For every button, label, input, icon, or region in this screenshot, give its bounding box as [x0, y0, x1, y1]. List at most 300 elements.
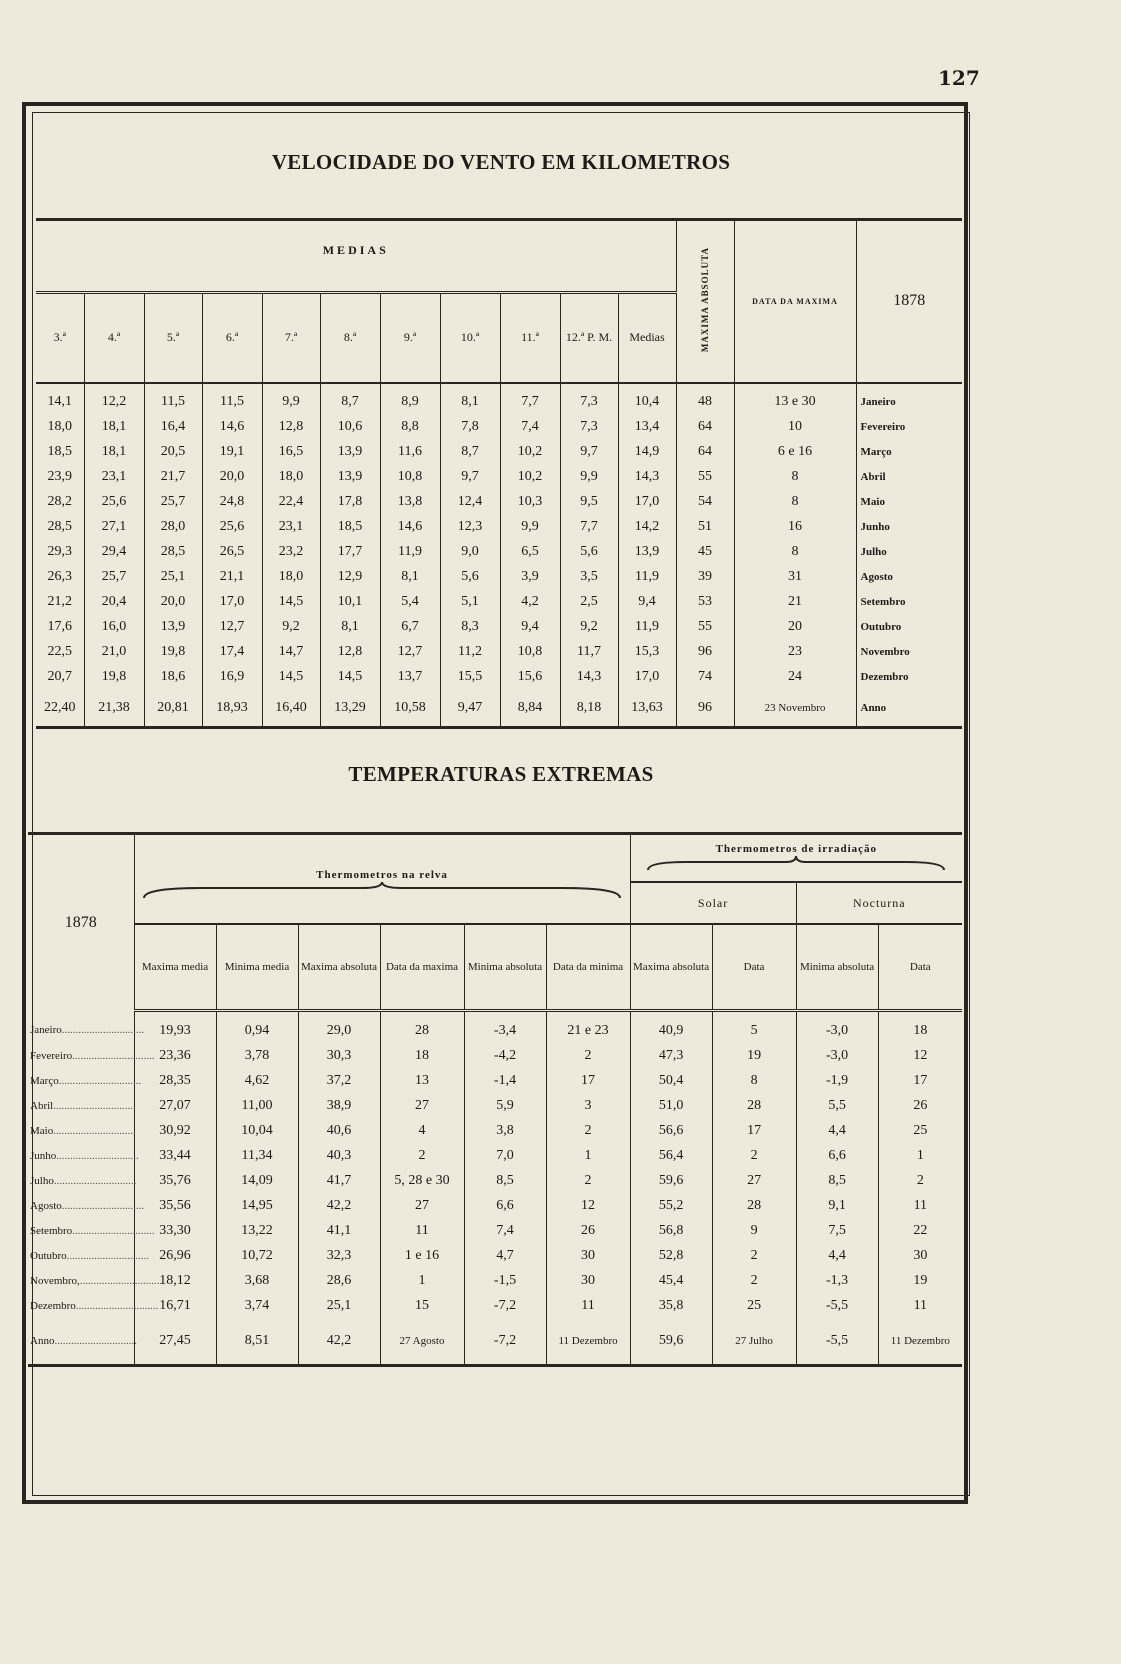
temp-row: [28, 1143, 962, 1168]
temp-col-header: Data da minima: [546, 924, 630, 1011]
wind-cell: 25,6: [84, 490, 144, 515]
date-cell: 6 e 16: [734, 440, 856, 465]
date-cell: 20: [734, 615, 856, 640]
temp-col-header: Data: [712, 924, 796, 1011]
month-label: Fevereiro: [30, 1049, 73, 1062]
date-cell: 24: [734, 665, 856, 690]
wind-cell: 10,4: [618, 383, 676, 415]
irradiacao-brace: [646, 856, 946, 872]
temp-cell: 5, 28 e 30: [380, 1168, 464, 1193]
temp-cell: -3,4: [464, 1011, 546, 1044]
temp-cell: 2: [546, 1118, 630, 1143]
wind-cell: 9,7: [560, 440, 618, 465]
date-max-header: DATA DA MAXIMA: [734, 220, 856, 383]
temp-cell: 18: [878, 1011, 962, 1044]
temp-cell: -5,5: [796, 1293, 878, 1318]
temp-cell: 28,35: [134, 1068, 216, 1093]
wind-cell: 5,6: [440, 565, 500, 590]
temp-col-header: Maxima absoluta: [630, 924, 712, 1011]
wind-cell: 28,5: [47, 519, 72, 534]
wind-cell: 13,4: [618, 415, 676, 440]
wind-cell: 29,3: [47, 544, 72, 559]
temp-cell: 2: [546, 1168, 630, 1193]
month-cell: Maio: [856, 490, 962, 515]
max-cell: 51: [676, 515, 734, 540]
wind-cell: 8,1: [320, 615, 380, 640]
temp-cell: 14,95: [216, 1193, 298, 1218]
hour-header: 5.ª: [144, 293, 202, 383]
date-cell: 8: [734, 490, 856, 515]
leader-dots: ..............................: [72, 1224, 155, 1237]
wind-cell: 13,63: [618, 690, 676, 728]
temp-row: [28, 1218, 962, 1243]
page-number: 127: [938, 66, 980, 90]
wind-cell: 21,2: [47, 594, 72, 609]
temp-cell: 27: [380, 1193, 464, 1218]
max-cell: 48: [676, 383, 734, 415]
wind-cell: 8,3: [440, 615, 500, 640]
wind-cell: 10,2: [500, 440, 560, 465]
temp-cell: 45,4: [630, 1268, 712, 1293]
wind-cell: 7,3: [560, 383, 618, 415]
wind-cell: 12,2: [84, 383, 144, 415]
wind-cell: 9,47: [440, 690, 500, 728]
wind-table: [36, 218, 962, 729]
temp-cell: -7,2: [464, 1293, 546, 1318]
max-cell: 96: [676, 690, 734, 728]
wind-row: [36, 465, 962, 490]
wind-cell: 22,5: [47, 644, 72, 659]
date-cell: 21: [734, 590, 856, 615]
temp-row: [28, 1193, 962, 1218]
leader-dots: ..............................: [66, 1249, 150, 1262]
temp-cell: -1,4: [464, 1068, 546, 1093]
wind-cell: 13,9: [320, 465, 380, 490]
date-cell: 16: [734, 515, 856, 540]
temp-cell: -1,9: [796, 1068, 878, 1093]
hour-header: 6.ª: [202, 293, 262, 383]
wind-cell: 14,1: [47, 394, 72, 409]
temp-cell: 27 Julho: [712, 1318, 796, 1366]
temp-cell: 30,3: [298, 1043, 380, 1068]
wind-cell: 8,1: [440, 383, 500, 415]
wind-cell: 14,3: [618, 465, 676, 490]
temp-cell: 11 Dezembro: [878, 1318, 962, 1366]
wind-cell: 11,6: [380, 440, 440, 465]
wind-cell: 10,6: [320, 415, 380, 440]
temp-cell: 1 e 16: [380, 1243, 464, 1268]
leader-dots: ..............................: [56, 1149, 139, 1162]
temp-cell: 19: [712, 1043, 796, 1068]
wind-cell: 15,6: [500, 665, 560, 690]
wind-cell: 10,58: [380, 690, 440, 728]
temp-cell: 26,96: [134, 1243, 216, 1268]
temp-cell: 11 Dezembro: [546, 1318, 630, 1366]
wind-cell: 20,0: [202, 465, 262, 490]
wind-cell: 15,5: [440, 665, 500, 690]
wind-cell: 23,1: [84, 465, 144, 490]
wind-cell: 10,1: [320, 590, 380, 615]
wind-cell: 18,0: [262, 465, 320, 490]
hour-header: 11.ª: [500, 293, 560, 383]
wind-cell: 14,6: [202, 415, 262, 440]
temp-cell: 35,8: [630, 1293, 712, 1318]
temp-cell: 1: [878, 1143, 962, 1168]
hour-header: 4.ª: [84, 293, 144, 383]
temp-cell: 7,5: [796, 1218, 878, 1243]
temp-cell: 33,44: [134, 1143, 216, 1168]
wind-cell: 21,1: [202, 565, 262, 590]
temp-row: [28, 1093, 962, 1118]
temp-cell: 37,2: [298, 1068, 380, 1093]
wind-cell: 25,7: [144, 490, 202, 515]
month-cell: Junho: [856, 515, 962, 540]
temp-cell: 18,12: [134, 1268, 216, 1293]
wind-cell: 28,0: [144, 515, 202, 540]
month-cell: [28, 1193, 145, 1218]
wind-cell: 14,9: [618, 440, 676, 465]
wind-cell: 20,0: [144, 590, 202, 615]
temp-cell: 8,51: [216, 1318, 298, 1366]
temp-cell: 11: [380, 1218, 464, 1243]
wind-cell: 10,3: [500, 490, 560, 515]
hour-header: 10.ª: [440, 293, 500, 383]
month-label: Setembro: [30, 1224, 73, 1237]
temp-cell: 19,93: [134, 1011, 216, 1044]
wind-cell: 16,40: [262, 690, 320, 728]
month-cell: Abril: [856, 465, 962, 490]
temp-cell: 22: [878, 1218, 962, 1243]
wind-cell: 20,7: [47, 669, 72, 684]
wind-cell: 9,2: [560, 615, 618, 640]
wind-cell: 8,7: [440, 440, 500, 465]
wind-cell: 19,8: [84, 665, 144, 690]
wind-cell: 14,5: [262, 665, 320, 690]
max-cell: 54: [676, 490, 734, 515]
wind-cell: 25,6: [202, 515, 262, 540]
temp-cell: 5,5: [796, 1093, 878, 1118]
temp-cell: 56,6: [630, 1118, 712, 1143]
wind-cell: 6,5: [500, 540, 560, 565]
wind-cell: 4,2: [500, 590, 560, 615]
temp-cell: 9: [712, 1218, 796, 1243]
temp-cell: 30,92: [134, 1118, 216, 1143]
nocturna-header: Nocturna: [796, 882, 962, 924]
wind-row: [36, 515, 962, 540]
wind-cell: 13,7: [380, 665, 440, 690]
wind-cell: 12,3: [440, 515, 500, 540]
temp-cell: 42,2: [298, 1193, 380, 1218]
month-label: Dezembro: [30, 1299, 76, 1312]
wind-cell: 18,6: [144, 665, 202, 690]
month-cell: Outubro: [856, 615, 962, 640]
max-cell: 39: [676, 565, 734, 590]
wind-cell: 12,9: [320, 565, 380, 590]
wind-cell: 9,4: [618, 590, 676, 615]
wind-cell: 9,5: [560, 490, 618, 515]
month-cell: [28, 1143, 139, 1168]
wind-cell: 12,7: [380, 640, 440, 665]
wind-cell: 12,4: [440, 490, 500, 515]
month-cell: Março: [856, 440, 962, 465]
max-abs-header: MAXIMA ABSOLUTA: [676, 220, 734, 383]
wind-cell: 14,7: [262, 640, 320, 665]
leader-dots: ..............................: [79, 1274, 163, 1287]
wind-row: [36, 440, 962, 465]
wind-cell: 21,38: [84, 690, 144, 728]
wind-year-header: 1878: [856, 220, 962, 383]
wind-cell: 9,2: [262, 615, 320, 640]
month-cell: [28, 1093, 134, 1118]
wind-cell: 18,93: [202, 690, 262, 728]
wind-cell: 11,5: [202, 383, 262, 415]
temp-row: [28, 1068, 962, 1093]
temp-cell: 59,6: [630, 1318, 712, 1366]
leader-dots: ..............................: [53, 1124, 136, 1137]
hour-header: 3.ª: [36, 293, 84, 383]
wind-cell: 17,7: [320, 540, 380, 565]
temp-cell: 3,68: [216, 1268, 298, 1293]
temp-cell: 30: [878, 1243, 962, 1268]
wind-cell: 29,4: [84, 540, 144, 565]
temp-cell: 2: [712, 1143, 796, 1168]
wind-cell: 16,4: [144, 415, 202, 440]
temp-cell: 2: [546, 1043, 630, 1068]
temp-cell: 11,34: [216, 1143, 298, 1168]
temp-title: TEMPERATURAS EXTREMAS: [348, 762, 654, 786]
wind-cell: 9,9: [262, 383, 320, 415]
temp-cell: 27: [380, 1093, 464, 1118]
wind-cell: 20,5: [144, 440, 202, 465]
wind-cell: 19,8: [144, 640, 202, 665]
wind-cell: 13,9: [320, 440, 380, 465]
temp-annual-row: [28, 1318, 962, 1366]
temp-cell: 41,7: [298, 1168, 380, 1193]
wind-cell: 11,9: [618, 615, 676, 640]
max-cell: 55: [676, 615, 734, 640]
temp-cell: 11: [878, 1293, 962, 1318]
wind-cell: 5,4: [380, 590, 440, 615]
wind-cell: 20,4: [84, 590, 144, 615]
max-cell: 64: [676, 415, 734, 440]
temp-row: [28, 1118, 962, 1143]
month-label: Julho: [30, 1174, 54, 1187]
month-cell: [28, 1043, 155, 1068]
wind-cell: 23,1: [262, 515, 320, 540]
temp-cell: 17: [546, 1068, 630, 1093]
temp-cell: 28: [380, 1011, 464, 1044]
temp-col-header: Maxima media: [134, 924, 216, 1011]
wind-cell: 9,7: [440, 465, 500, 490]
temp-cell: 25: [878, 1118, 962, 1143]
irradiacao-label: Thermometros de irradiação: [715, 843, 878, 855]
temp-cell: -4,2: [464, 1043, 546, 1068]
temp-row: [28, 1268, 962, 1293]
wind-row: [36, 540, 962, 565]
wind-cell: 8,84: [500, 690, 560, 728]
wind-cell: 18,1: [84, 415, 144, 440]
wind-cell: 8,8: [380, 415, 440, 440]
wind-cell: 26,3: [47, 569, 72, 584]
temp-cell: 33,30: [134, 1218, 216, 1243]
temp-cell: 3,8: [464, 1118, 546, 1143]
wind-cell: 8,1: [380, 565, 440, 590]
month-cell: [28, 1243, 150, 1268]
temp-cell: 23,36: [134, 1043, 216, 1068]
wind-cell: 17,8: [320, 490, 380, 515]
wind-cell: 18,1: [84, 440, 144, 465]
wind-cell: 19,1: [202, 440, 262, 465]
temp-cell: 30: [546, 1268, 630, 1293]
wind-cell: 5,1: [440, 590, 500, 615]
wind-cell: 17,0: [202, 590, 262, 615]
wind-cell: 23,2: [262, 540, 320, 565]
temp-cell: 32,3: [298, 1243, 380, 1268]
wind-cell: 17,4: [202, 640, 262, 665]
temp-cell: 9,1: [796, 1193, 878, 1218]
wind-cell: 11,7: [560, 640, 618, 665]
temp-cell: 3,74: [216, 1293, 298, 1318]
month-label: Maio: [30, 1124, 54, 1137]
temp-cell: 6,6: [796, 1143, 878, 1168]
month-cell: Dezembro: [856, 665, 962, 690]
date-cell: 8: [734, 540, 856, 565]
wind-cell: 14,5: [262, 590, 320, 615]
month-label: Agosto: [30, 1199, 62, 1212]
wind-cell: 8,7: [320, 383, 380, 415]
temp-cell: 52,8: [630, 1243, 712, 1268]
temp-cell: 11,00: [216, 1093, 298, 1118]
temp-cell: 5: [712, 1011, 796, 1044]
month-cell: Setembro: [856, 590, 962, 615]
wind-cell: 20,81: [144, 690, 202, 728]
date-cell: 8: [734, 465, 856, 490]
temp-cell: 3,78: [216, 1043, 298, 1068]
leader-dots: ..............................: [75, 1299, 159, 1312]
temp-col-header: Minima media: [216, 924, 298, 1011]
month-label: Junho: [30, 1149, 57, 1162]
wind-cell: 25,7: [84, 565, 144, 590]
wind-cell: 11,9: [380, 540, 440, 565]
temp-cell: 27: [712, 1168, 796, 1193]
wind-cell: 23,9: [47, 469, 72, 484]
wind-cell: 17,6: [47, 619, 72, 634]
month-cell: Novembro: [856, 640, 962, 665]
temp-cell: 18: [380, 1043, 464, 1068]
relva-brace: [142, 882, 622, 900]
temp-cell: 30: [546, 1243, 630, 1268]
temp-cell: 41,1: [298, 1218, 380, 1243]
temp-col-header: Data: [878, 924, 962, 1011]
temp-cell: 56,8: [630, 1218, 712, 1243]
wind-row: [36, 590, 962, 615]
temp-cell: 56,4: [630, 1143, 712, 1168]
month-cell: Janeiro: [856, 383, 962, 415]
temp-cell: 26: [878, 1093, 962, 1118]
temp-col-header: Data da maxima: [380, 924, 464, 1011]
temp-cell: 38,9: [298, 1093, 380, 1118]
temp-row: [28, 1168, 962, 1193]
temp-cell: 51,0: [630, 1093, 712, 1118]
temp-cell: 4,4: [796, 1243, 878, 1268]
wind-cell: 6,7: [380, 615, 440, 640]
wind-cell: 7,7: [500, 383, 560, 415]
relva-label: Thermometros na relva: [316, 869, 448, 881]
wind-cell: 5,6: [560, 540, 618, 565]
month-cell: Anno: [856, 690, 962, 728]
temp-cell: 8,5: [464, 1168, 546, 1193]
max-cell: 96: [676, 640, 734, 665]
temp-cell: -3,0: [796, 1011, 878, 1044]
date-cell: 10: [734, 415, 856, 440]
wind-cell: 7,3: [560, 415, 618, 440]
temp-cell: 40,3: [298, 1143, 380, 1168]
temp-cell: 6,6: [464, 1193, 546, 1218]
wind-cell: 28,5: [144, 540, 202, 565]
max-cell: 45: [676, 540, 734, 565]
temp-cell: 10,72: [216, 1243, 298, 1268]
leader-dots: ..............................: [61, 1023, 145, 1036]
temp-cell: 35,76: [134, 1168, 216, 1193]
temp-table: [28, 832, 962, 1367]
wind-cell: 10,2: [500, 465, 560, 490]
temp-cell: 42,2: [298, 1318, 380, 1366]
temp-cell: -5,5: [796, 1318, 878, 1366]
wind-cell: 7,8: [440, 415, 500, 440]
max-cell: 64: [676, 440, 734, 465]
month-label: Março: [30, 1074, 59, 1087]
wind-cell: 27,1: [84, 515, 144, 540]
wind-cell: 14,5: [320, 665, 380, 690]
temp-cell: 2: [712, 1243, 796, 1268]
temp-cell: 28: [712, 1093, 796, 1118]
leader-dots: ..............................: [53, 1174, 137, 1187]
temp-cell: 1: [380, 1268, 464, 1293]
hour-header: 9.ª: [380, 293, 440, 383]
max-cell: 55: [676, 465, 734, 490]
wind-cell: 13,9: [144, 615, 202, 640]
temp-cell: 17: [878, 1068, 962, 1093]
wind-title: VELOCIDADE DO VENTO EM KILOMETROS: [271, 150, 731, 174]
temp-cell: 11: [546, 1293, 630, 1318]
temp-cell: 50,4: [630, 1068, 712, 1093]
wind-row: [36, 615, 962, 640]
wind-cell: 16,0: [84, 615, 144, 640]
leader-dots: ..............................: [72, 1049, 155, 1062]
temp-cell: 3: [546, 1093, 630, 1118]
temp-cell: 16,71: [134, 1293, 216, 1318]
wind-cell: 24,8: [202, 490, 262, 515]
temp-row: [28, 1243, 962, 1268]
temp-cell: 4,4: [796, 1118, 878, 1143]
temp-row: [28, 1011, 962, 1044]
wind-cell: 18,0: [262, 565, 320, 590]
wind-cell: 18,5: [320, 515, 380, 540]
temp-cell: 26: [546, 1218, 630, 1243]
date-cell: 31: [734, 565, 856, 590]
temp-cell: 47,3: [630, 1043, 712, 1068]
wind-cell: 17,0: [618, 665, 676, 690]
temp-cell: 35,56: [134, 1193, 216, 1218]
temp-cell: 0,94: [216, 1011, 298, 1044]
month-cell: Julho: [856, 540, 962, 565]
temp-cell: 28,6: [298, 1268, 380, 1293]
date-cell: 13 e 30: [734, 383, 856, 415]
wind-cell: 14,6: [380, 515, 440, 540]
wind-row: [36, 383, 962, 415]
temp-col-header: Minima absoluta: [464, 924, 546, 1011]
wind-cell: 13,9: [618, 540, 676, 565]
